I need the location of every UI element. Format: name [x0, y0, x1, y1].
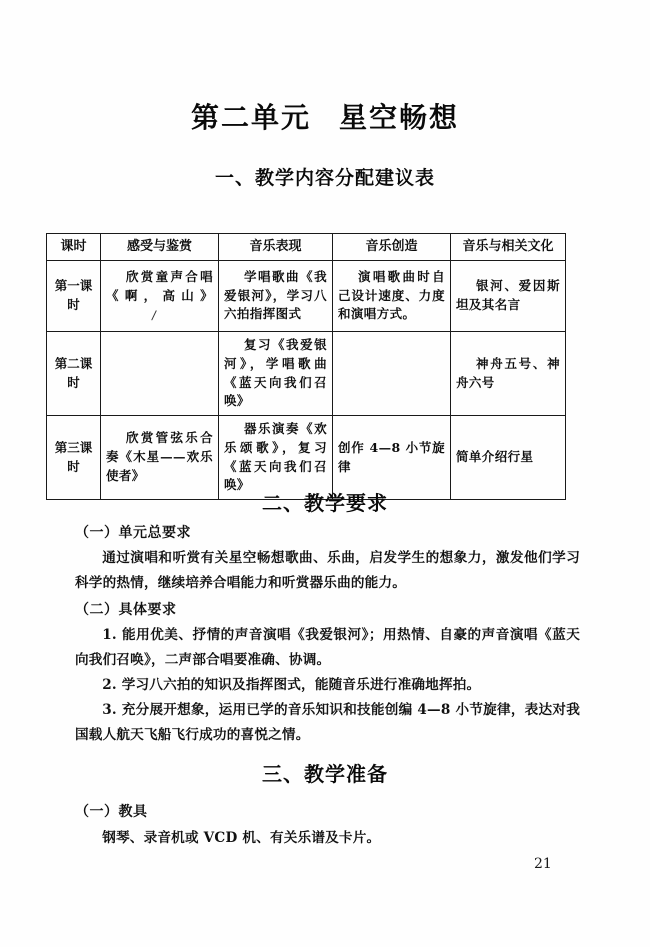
cell-expression-1: 学唱歌曲《我爱银河》，学习八六拍指挥图式 [219, 261, 333, 332]
unit-title-main: 第二单元 [190, 101, 311, 134]
page-title [0, 96, 650, 136]
cell-appreciation-2 [101, 332, 219, 416]
cell-appreciation-3: 欣赏管弦乐合奏《木星——欢乐使者》 [101, 416, 219, 500]
cell-period-2: 第二课时 [47, 332, 101, 416]
table-header [47, 234, 566, 261]
cell-culture-3: 简单介绍行星 [451, 416, 566, 500]
paragraph-unit-overall: 通过演唱和听赏有关星空畅想歌曲、乐曲，启发学生的想象力，激发他们学习科学的热情，继续培养合唱能力和听赏器乐曲的能力。 [75, 550, 580, 591]
cell-period-1: 第一课时 [47, 261, 101, 332]
subheading-unit-overall: （一）单元总要求 [75, 525, 191, 541]
cell-appreciation-1 [101, 261, 219, 332]
subheading-tools: （一）教具 [75, 804, 148, 820]
cell-creation-1: 演唱歌曲时自己设计速度、力度和演唱方式。 [333, 261, 451, 332]
teaching-content-table-wrapper [46, 233, 565, 500]
section-heading-one: 一、教学内容分配建议表 [214, 167, 435, 189]
cell-culture-1: 银河、爱因斯坦及其名言 [451, 261, 566, 332]
teaching-content-table [46, 233, 566, 500]
unit-title-sub: 星空畅想 [339, 101, 460, 134]
table-row [47, 261, 566, 332]
subheading-specific: （二）具体要求 [75, 602, 177, 618]
cell-appreciation-1-text: 欣赏童声合唱《啊，高山》 [106, 268, 213, 303]
paragraph-tools: 钢琴、录音机或 VCD 机、有关乐谱及卡片。 [102, 830, 381, 846]
list-item: 2. 学习八六拍的知识及指挥图式，能随音乐进行准确地挥拍。 [102, 677, 481, 693]
section-heading-two: 二、教学要求 [262, 491, 388, 515]
list-item: 3. 充分展开想象，运用已学的音乐知识和技能创编 4—8 小节旋律，表达对我国载人航天飞船飞行成功的喜悦之情。 [75, 702, 580, 743]
table-body [47, 261, 566, 500]
col-header-culture: 音乐与相关文化 [451, 234, 566, 261]
cell-expression-2: 复习《我爱银河》，学唱歌曲《蓝天向我们召唤》 [219, 332, 333, 416]
cell-creation-2 [333, 332, 451, 416]
table-row [47, 332, 566, 416]
handwritten-slash-mark: / [151, 307, 158, 324]
cell-culture-2: 神舟五号、神舟六号 [451, 332, 566, 416]
list-item: 1. 能用优美、抒情的声音演唱《我爱银河》；用热情、自豪的声音演唱《蓝天向我们召唤》，二声部合唱要准确、协调。 [75, 627, 580, 668]
cell-creation-3: 创作 4—8 小节旋律 [333, 416, 451, 500]
cell-period-3: 第三课时 [47, 416, 101, 500]
col-header-period: 课时 [47, 234, 101, 261]
col-header-creation: 音乐创造 [333, 234, 451, 261]
page-number: 21 [534, 856, 552, 872]
section-heading-three: 三、教学准备 [262, 762, 388, 786]
cell-expression-3: 器乐演奏《欢乐颂歌》，复习《蓝天向我们召唤》 [219, 416, 333, 500]
col-header-expression: 音乐表现 [219, 234, 333, 261]
table-header-row [47, 234, 566, 261]
col-header-appreciation: 感受与鉴赏 [101, 234, 219, 261]
